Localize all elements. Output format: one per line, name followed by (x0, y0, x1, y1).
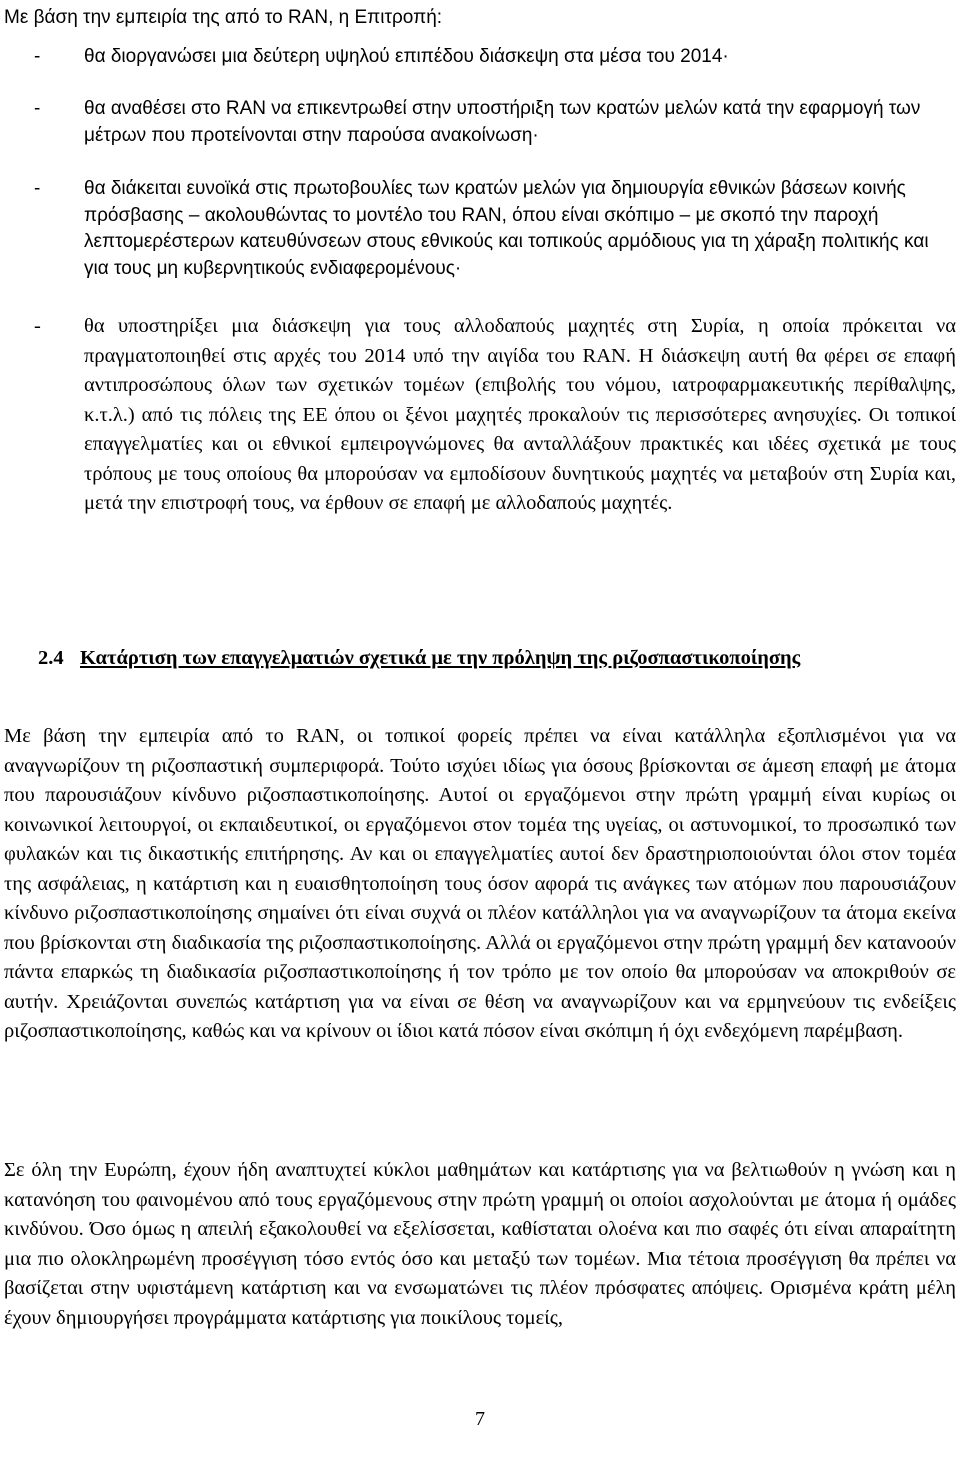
bullet-item (4, 96, 956, 152)
bullet-dash: - (34, 98, 41, 119)
bullet-dash: - (34, 178, 41, 199)
bullet-dash: - (34, 315, 41, 337)
bullet-dash: - (34, 46, 41, 67)
section-title: Κατάρτιση των επαγγελματιών σχετικά με την πρόληψη της ριζοσπαστικοποίησης (80, 647, 801, 669)
bullet-text: θα διοργανώσει μια δεύτερη υψηλού επιπέδου διάσκεψη στα μέσα του 2014· (84, 46, 729, 67)
bullet-item (4, 176, 956, 286)
intro-line: Με βάση την εμπειρία της από το RAN, η Επιτροπή: (4, 7, 443, 28)
bullet-text (84, 96, 956, 149)
section-number: 2.4 (38, 647, 64, 669)
bullet-text: θα υποστηρίξει μια διάσκεψη για τους αλλοδαπούς μαχητές στη Συρία, η οποία πρόκειται να πραγματοποιηθεί στις αρχές του 2014 υπό την αιγίδα του RAN. Η διάσκεψη αυτή θα φέρει σε επαφή αντιπροσώπους όλων των σχετικών τομέων (επιβολής του νόμου, ιατροφαρμακευτικής περίθαλψης, κ.τ.λ.) από τις πόλεις της ΕΕ όπου οι ξένοι μαχητές προκαλούν τις περισσότερες ανησυχίες. Οι τοπικοί επαγγελματίες και οι εθνικοί εμπειρογνώμονες θα ανταλλάξουν πρακτικές και ιδέες σχετικά με τους τρόπους με τους οποίους θα μπορούσαν να εμποδίσουν δυνητικούς μαχητές να μεταβούν στη Συρία και, μετά την επιστροφή τους, να έρθουν σε επαφή με αλλοδαπούς μαχητές. (84, 315, 956, 514)
bullet-item (4, 44, 956, 74)
body-paragraph: Σε όλη την Ευρώπη, έχουν ήδη αναπτυχτεί κύκλοι μαθημάτων και κατάρτισης για να βελτιωθούν η γνώση και η κατανόηση του φαινομένου από τους εργαζόμενους στην πρώτη γραμμή οι οποίοι ασχολούνται με άτομα ή ομάδες κινδύνου. Όσο όμως η απειλή εξακολουθεί να εξελίσσεται, καθίσταται ολοένα και πιο σαφές ότι είναι απαραίτητη μια πιο ολοκληρωμένη προσέγγιση τόσο εντός όσο και μεταξύ των τομέων. Μια τέτοια προσέγγιση θα πρέπει να βασίζεται στην υφιστάμενη κατάρτιση και να ενσωματώνει τις πλέον πρόσφατες απόψεις. Ορισμένα κράτη μέλη έχουν δημιουργήσει προγράμματα κατάρτισης για ποικίλους τομείς, (4, 1159, 956, 1329)
section-heading (38, 642, 956, 674)
bullet-text-content: θα αναθέσει στο RAN να επικεντρωθεί στην υποστήριξη των κρατών μελών κατά την εφαρμογή των μέτρων που προτείνονται στην παρούσα ανακοίνωση· (84, 98, 921, 146)
bullet-item (4, 312, 956, 582)
body-paragraph: Με βάση την εμπειρία από το RAN, οι τοπικοί φορείς πρέπει να είναι κατάλληλα εξοπλισμένοι για να αναγνωρίζουν τη ριζοσπαστική συμπεριφορά. Τούτο ισχύει ιδίως για όσους βρίσκονται σε άμεση επαφή με άτομα που παρουσιάζουν κίνδυνο ριζοσπαστικοποίησης. Αυτοί οι εργαζόμενοι στην πρώτη γραμμή είναι κυρίως οι κοινωνικοί λειτουργοί, οι εκπαιδευτικοί, οι εργαζόμενοι στον τομέα της υγείας, οι αστυνομικοί, το προσωπικό των φυλακών και τις δικαστικής επιτήρησης. Αν και οι επαγγελματίες αυτοί δεν δραστηριοποιούνται όλοι στον τομέα της ασφάλειας, η κατάρτιση και η ευαισθητοποίηση τους όσον αφορά τις ανάγκες των ατόμων που παρουσιάζουν κίνδυνο ριζοσπαστικοποίησης σημαίνει ότι είναι συχνά οι πλέον κατάλληλοι για να αναγνωρίζουν τα άτομα εκείνα που βρίσκονται στη διαδικασία της ριζοσπαστικοποίησης. Αλλά οι εργαζόμενοι στην πρώτη γραμμή δεν κατανοούν πάντα επαρκώς τη διαδικασία ριζοσπαστικοποίησης ή τον τρόπο με τον οποίο θα μπορούσαν να αποκριθούν σε αυτήν. Χρειάζονται συνεπώς κατάρτιση για να είναι σε θέση να αναγνωρίζουν και να ερμηνεύουν τις ενδείξεις ριζοσπαστικοποίησης, καθώς και να κρίνουν οι ίδιοι κατά πόσον είναι σκόπιμη ή όχι ενδεχόμενη παρέμβαση. (4, 725, 956, 1042)
bullet-text: θα διάκειται ευνοϊκά στις πρωτοβουλίες των κρατών μελών για δημιουργία εθνικών βάσεων κοινής πρόσβασης – ακολουθώντας το μοντέλο του RAN, όπου είναι σκόπιμο – με σκοπό την παροχή λεπτομερέστερων κατευθύνσεων στους εθνικούς και τοπικούς αρμόδιους για τη χάραξη πολιτικής και για τους μη κυβερνητικούς ενδιαφερομένους· (84, 178, 929, 279)
page-number: 7 (475, 1408, 485, 1430)
